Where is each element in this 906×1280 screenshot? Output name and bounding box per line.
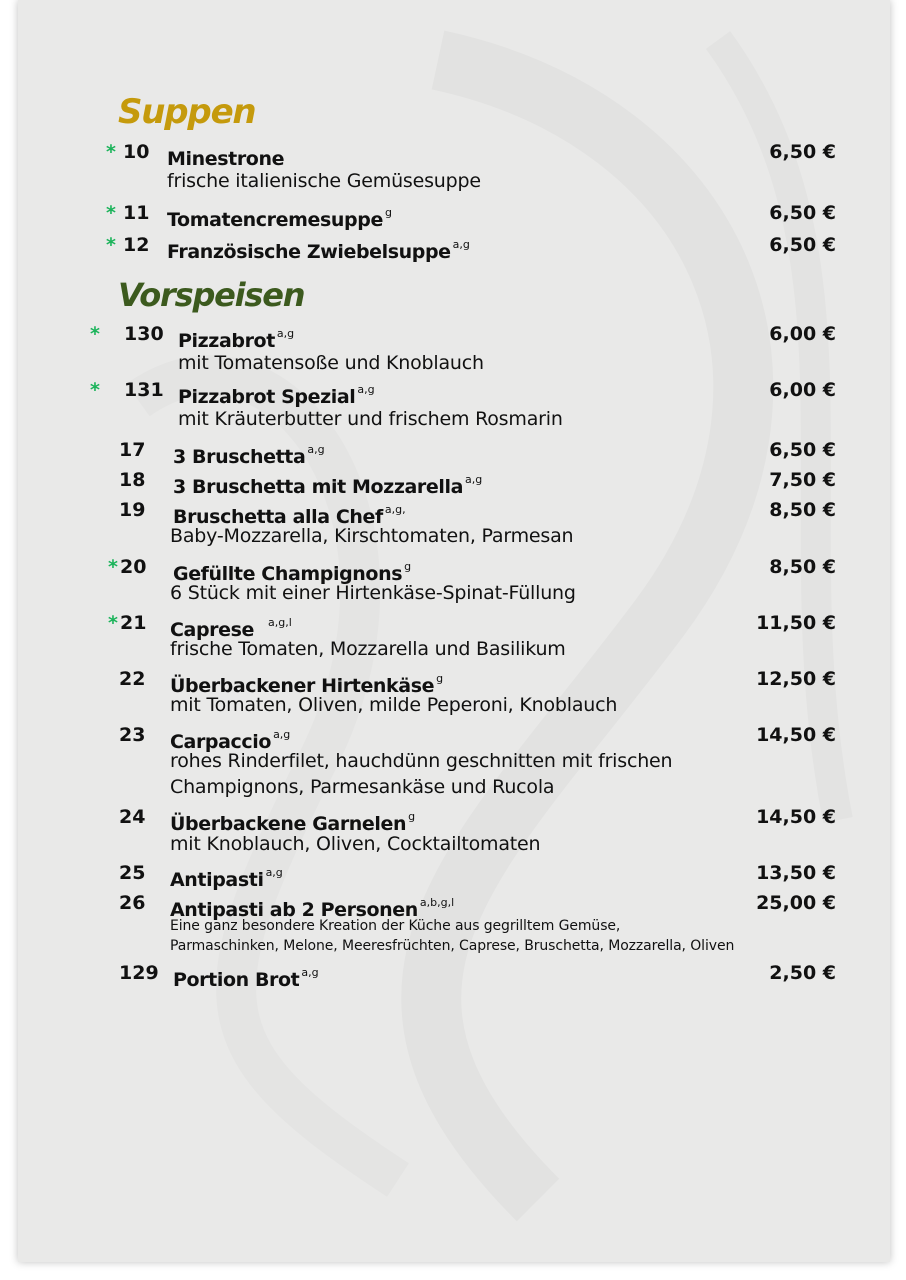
item-number: 22 <box>119 668 146 690</box>
vegetarian-marker: * <box>106 234 116 256</box>
menu-item <box>18 496 890 528</box>
item-number: 23 <box>119 724 146 746</box>
item-name: Minestrone <box>167 148 285 170</box>
item-price: 6,50 € <box>769 439 836 461</box>
menu-item <box>18 466 890 498</box>
item-name: Carpaccio $^{a,g}$ <box>170 728 291 753</box>
item-description: Champignons, Parmesankäse und Rucola <box>170 776 555 798</box>
item-price: 12,50 € <box>756 668 836 690</box>
item-number: 17 <box>119 439 146 461</box>
item-description: frische Tomaten, Mozzarella und Basilikum <box>170 638 566 660</box>
item-price: 25,00 € <box>756 892 836 914</box>
menu-item <box>18 320 890 352</box>
item-description: mit Tomaten, Oliven, milde Peperoni, Knoblauch <box>170 694 618 716</box>
vegetarian-marker: * <box>106 202 116 224</box>
section-title-vorspeisen: Vorspeisen <box>118 276 305 314</box>
item-price: 8,50 € <box>769 499 836 521</box>
item-number: 24 <box>119 806 146 828</box>
menu-item <box>18 609 890 641</box>
menu-item <box>18 138 890 170</box>
item-price: 13,50 € <box>756 862 836 884</box>
item-name: Pizzabrot Spezial $^{a,g}$ <box>178 383 375 408</box>
item-number: 130 <box>124 323 164 345</box>
item-name: Tomatencremesuppe $^g$ <box>167 206 392 231</box>
item-description: Eine ganz besondere Kreation der Küche aus gegrilltem Gemüse, <box>170 918 621 934</box>
vegetarian-marker: * <box>90 379 100 401</box>
item-price: 14,50 € <box>756 806 836 828</box>
item-name: Caprese $^{a,g,l}$ <box>170 616 292 641</box>
menu-item <box>18 376 890 408</box>
item-name: Gefüllte Champignons $^g$ <box>173 560 412 585</box>
item-name: Bruschetta alla Chef $^{a,g,}$ <box>173 503 406 528</box>
vegetarian-marker: * <box>108 612 118 634</box>
item-number: 131 <box>124 379 164 401</box>
section-title-suppen: Suppen <box>118 92 256 132</box>
menu-item <box>18 959 890 991</box>
vegetarian-marker: * <box>106 141 116 163</box>
item-name: Antipasti ab 2 Personen $^{a,b,g,l}$ <box>170 896 455 921</box>
item-price: 11,50 € <box>756 612 836 634</box>
menu-page <box>18 0 890 1262</box>
menu-item <box>18 721 890 753</box>
item-description: frische italienische Gemüsesuppe <box>167 170 481 192</box>
menu-item <box>18 665 890 697</box>
item-number: 19 <box>119 499 146 521</box>
item-name: 3 Bruschetta mit Mozzarella $^{a,g}$ <box>173 473 483 498</box>
item-number: 18 <box>119 469 146 491</box>
item-description: mit Tomatensoße und Knoblauch <box>178 352 484 374</box>
item-price: 6,50 € <box>769 202 836 224</box>
item-number: 21 <box>120 612 147 634</box>
item-description: rohes Rinderfilet, hauchdünn geschnitten mit frischen <box>170 750 673 772</box>
menu-item <box>18 859 890 891</box>
item-number: 12 <box>123 234 150 256</box>
item-price: 6,00 € <box>769 379 836 401</box>
item-number: 129 <box>119 962 159 984</box>
menu-item <box>18 889 890 921</box>
item-description: 6 Stück mit einer Hirtenkäse-Spinat-Füllung <box>170 582 576 604</box>
menu-item <box>18 803 890 835</box>
item-number: 10 <box>123 141 150 163</box>
item-price: 2,50 € <box>769 962 836 984</box>
item-description: Baby-Mozzarella, Kirschtomaten, Parmesan <box>170 525 574 547</box>
menu-item <box>18 231 890 263</box>
item-name: Pizzabrot $^{a,g}$ <box>178 327 295 352</box>
item-name: Antipasti $^{a,g}$ <box>170 866 283 891</box>
item-name: Überbackene Garnelen $^g$ <box>170 810 416 835</box>
item-price: 6,50 € <box>769 141 836 163</box>
item-name: Portion Brot $^{a,g}$ <box>173 966 319 991</box>
item-number: 20 <box>120 556 147 578</box>
item-name: 3 Bruschetta $^{a,g}$ <box>173 443 325 468</box>
item-number: 11 <box>123 202 150 224</box>
item-name: Überbackener Hirtenkäse $^g$ <box>170 672 444 697</box>
menu-item <box>18 436 890 468</box>
vegetarian-marker: * <box>108 556 118 578</box>
item-price: 8,50 € <box>769 556 836 578</box>
item-number: 26 <box>119 892 146 914</box>
item-number: 25 <box>119 862 146 884</box>
item-price: 14,50 € <box>756 724 836 746</box>
item-description: Parmaschinken, Melone, Meeresfrüchten, Caprese, Bruschetta, Mozzarella, Oliven <box>170 938 735 954</box>
item-price: 6,50 € <box>769 234 836 256</box>
item-description: mit Knoblauch, Oliven, Cocktailtomaten <box>170 833 541 855</box>
item-price: 7,50 € <box>769 469 836 491</box>
item-description: mit Kräuterbutter und frischem Rosmarin <box>178 408 563 430</box>
item-name: Französische Zwiebelsuppe $^{a,g}$ <box>167 238 470 263</box>
item-price: 6,00 € <box>769 323 836 345</box>
menu-item <box>18 199 890 231</box>
vegetarian-marker: * <box>90 323 100 345</box>
menu-item <box>18 553 890 585</box>
